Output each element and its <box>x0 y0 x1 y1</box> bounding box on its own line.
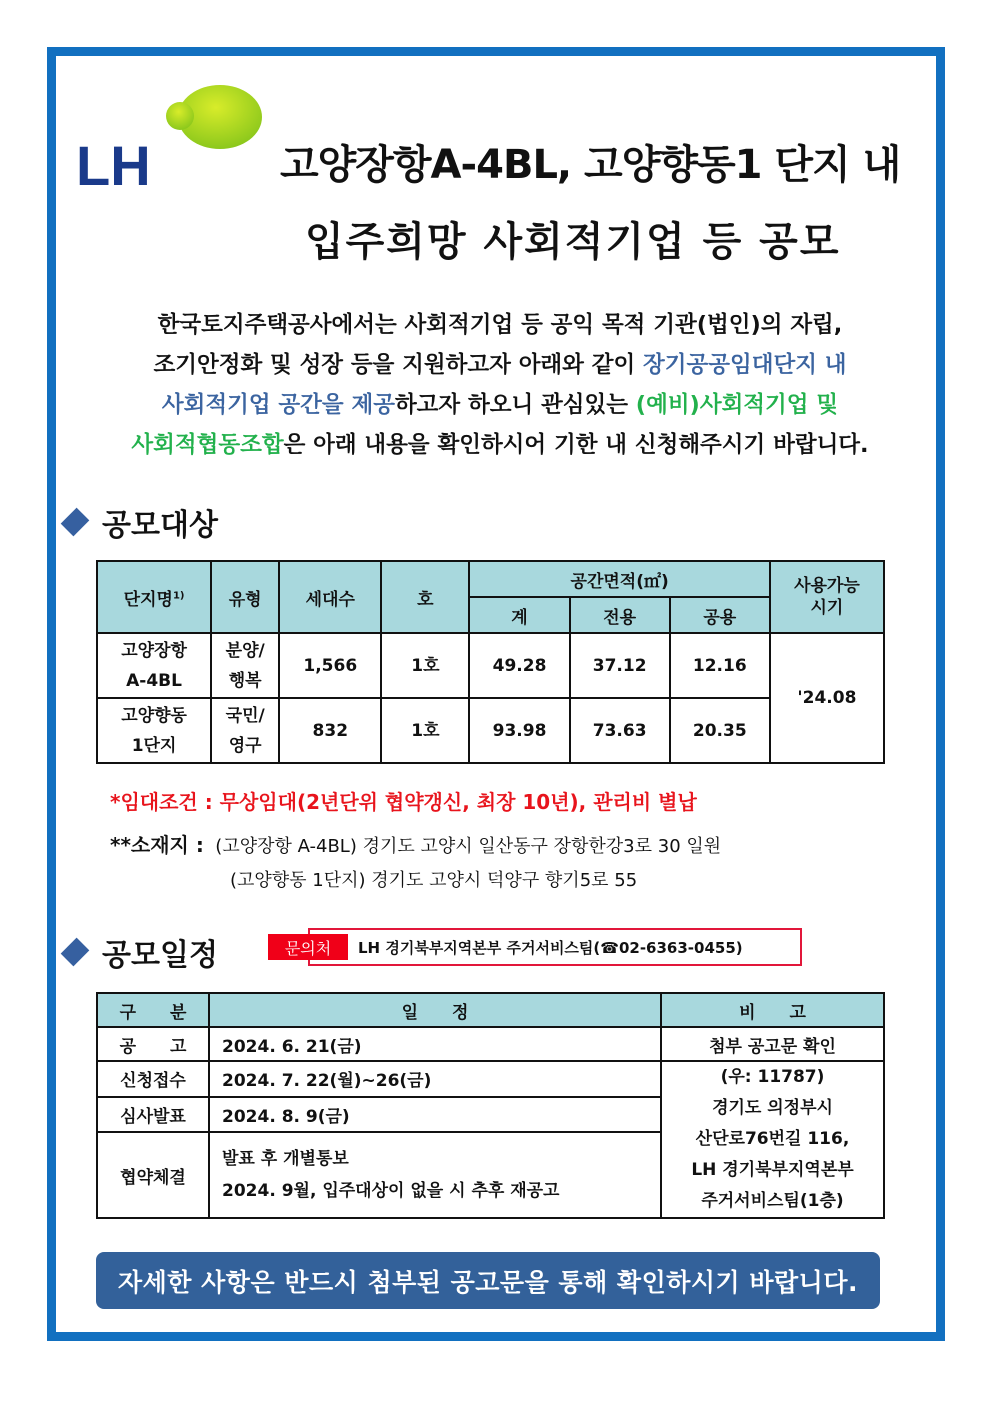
cell-available: '24.08 <box>770 633 884 763</box>
cell-area-common: 12.16 <box>670 633 770 698</box>
location-1: (고양장항 A-4BL) 경기도 고양시 일산동구 장항한강3로 30 일원 <box>215 836 722 857</box>
cell-category: 공 고 <box>97 1027 209 1061</box>
intro-line-4: 사회적협동조합은 아래 내용을 확인하시어 기한 내 신청해주시기 바랍니다. <box>131 432 869 458</box>
page-title-line-1: 고양장항A-4BL, 고양향동1 단지 내 <box>280 142 901 188</box>
header-complex: 단지명$^{1)}$ <box>97 561 211 633</box>
diamond-bullet-icon <box>61 938 90 967</box>
table-row <box>97 1027 884 1061</box>
section-heading-target: 공모대상 <box>62 500 218 544</box>
highlight-green: 사회적협동조합 <box>131 432 284 458</box>
cell-type: 국민/ 영구 <box>211 698 279 763</box>
cell-category: 협약체결 <box>97 1132 209 1218</box>
location-label: **소재지 : <box>110 833 204 857</box>
header-available: 사용가능 시기 <box>770 561 884 633</box>
cell-area-common: 20.35 <box>670 698 770 763</box>
header-note: 비 고 <box>661 993 884 1027</box>
location-block <box>110 828 721 898</box>
schedule-table <box>96 992 885 1219</box>
cell-area-exclusive: 73.63 <box>570 698 670 763</box>
cell-category: 심사발표 <box>97 1097 209 1133</box>
contact-text: LH 경기북부지역본부 주거서비스팀(☎02-6363-0455) <box>358 938 743 957</box>
header-area-group: 공간면적(㎡) <box>469 561 769 597</box>
svg-text:LH: LH <box>76 134 151 194</box>
lease-condition: *임대조건 : 무상임대(2년단위 협약갱신, 최장 10년), 관리비 별납 <box>110 790 697 814</box>
header-schedule: 일 정 <box>209 993 661 1027</box>
location-2: (고양향동 1단지) 경기도 고양시 덕양구 향기5로 55 <box>230 870 638 891</box>
header-area-exclusive: 전용 <box>570 597 670 633</box>
contact-badge: 문의처 <box>268 934 348 960</box>
section-heading-schedule: 공모일정 <box>62 930 218 974</box>
cell-note: 첨부 공고문 확인 <box>661 1027 884 1061</box>
cell-schedule: 2024. 7. 22(월)~26(금) <box>209 1061 661 1097</box>
table-row <box>97 1061 884 1097</box>
header-area-common: 공용 <box>670 597 770 633</box>
intro-line-1: 한국토지주택공사에서는 사회적기업 등 공익 목적 기관(법인)의 자립, <box>157 312 843 338</box>
header-type: 유형 <box>211 561 279 633</box>
cell-complex: 고양향동 1단지 <box>97 698 211 763</box>
intro-line-3: 사회적기업 공간을 제공하고자 하오니 관심있는 (예비)사회적기업 및 <box>161 392 839 418</box>
highlight-green: (예비)사회적기업 및 <box>635 392 839 418</box>
intro-line-2: 조기안정화 및 성장 등을 지원하고자 아래와 같이 장기공공임대단지 내 <box>153 352 847 378</box>
table-row <box>97 633 884 698</box>
cell-area-exclusive: 37.12 <box>570 633 670 698</box>
table-row <box>97 698 884 763</box>
footer-notice: 자세한 사항은 반드시 첨부된 공고문을 통해 확인하시기 바랍니다. <box>96 1252 880 1309</box>
cell-schedule: 발표 후 개별통보 2024. 9월, 입주대상이 없을 시 추후 재공고 <box>209 1132 661 1218</box>
cell-unit: 1호 <box>381 698 469 763</box>
lh-logo <box>76 84 266 194</box>
contact-box <box>308 928 802 966</box>
cell-area-total: 93.98 <box>469 698 569 763</box>
cell-unit: 1호 <box>381 633 469 698</box>
cell-schedule: 2024. 8. 9(금) <box>209 1097 661 1133</box>
cell-area-total: 49.28 <box>469 633 569 698</box>
diamond-bullet-icon <box>61 508 90 537</box>
cell-type: 분양/ 행복 <box>211 633 279 698</box>
cell-schedule: 2024. 6. 21(금) <box>209 1027 661 1061</box>
target-table <box>96 560 885 764</box>
cell-category: 신청접수 <box>97 1061 209 1097</box>
cell-complex: 고양장항 A-4BL <box>97 633 211 698</box>
page-title-line-2: 입주희망 사회적기업 등 공모 <box>305 219 841 265</box>
intro-paragraph <box>60 305 940 465</box>
header-category: 구 분 <box>97 993 209 1027</box>
cell-households: 1,566 <box>279 633 381 698</box>
cell-households: 832 <box>279 698 381 763</box>
header-unit: 호 <box>381 561 469 633</box>
header-area-total: 계 <box>469 597 569 633</box>
header-households: 세대수 <box>279 561 381 633</box>
cell-note-address: (우: 11787) 경기도 의정부시 산단로76번길 116, LH 경기북부지역본부 주거서비스팀(1층) <box>661 1061 884 1218</box>
highlight-blue: 장기공공임대단지 내 <box>643 352 847 378</box>
lh-logo-icon <box>76 84 266 194</box>
highlight-blue: 사회적기업 공간을 제공 <box>161 392 395 418</box>
